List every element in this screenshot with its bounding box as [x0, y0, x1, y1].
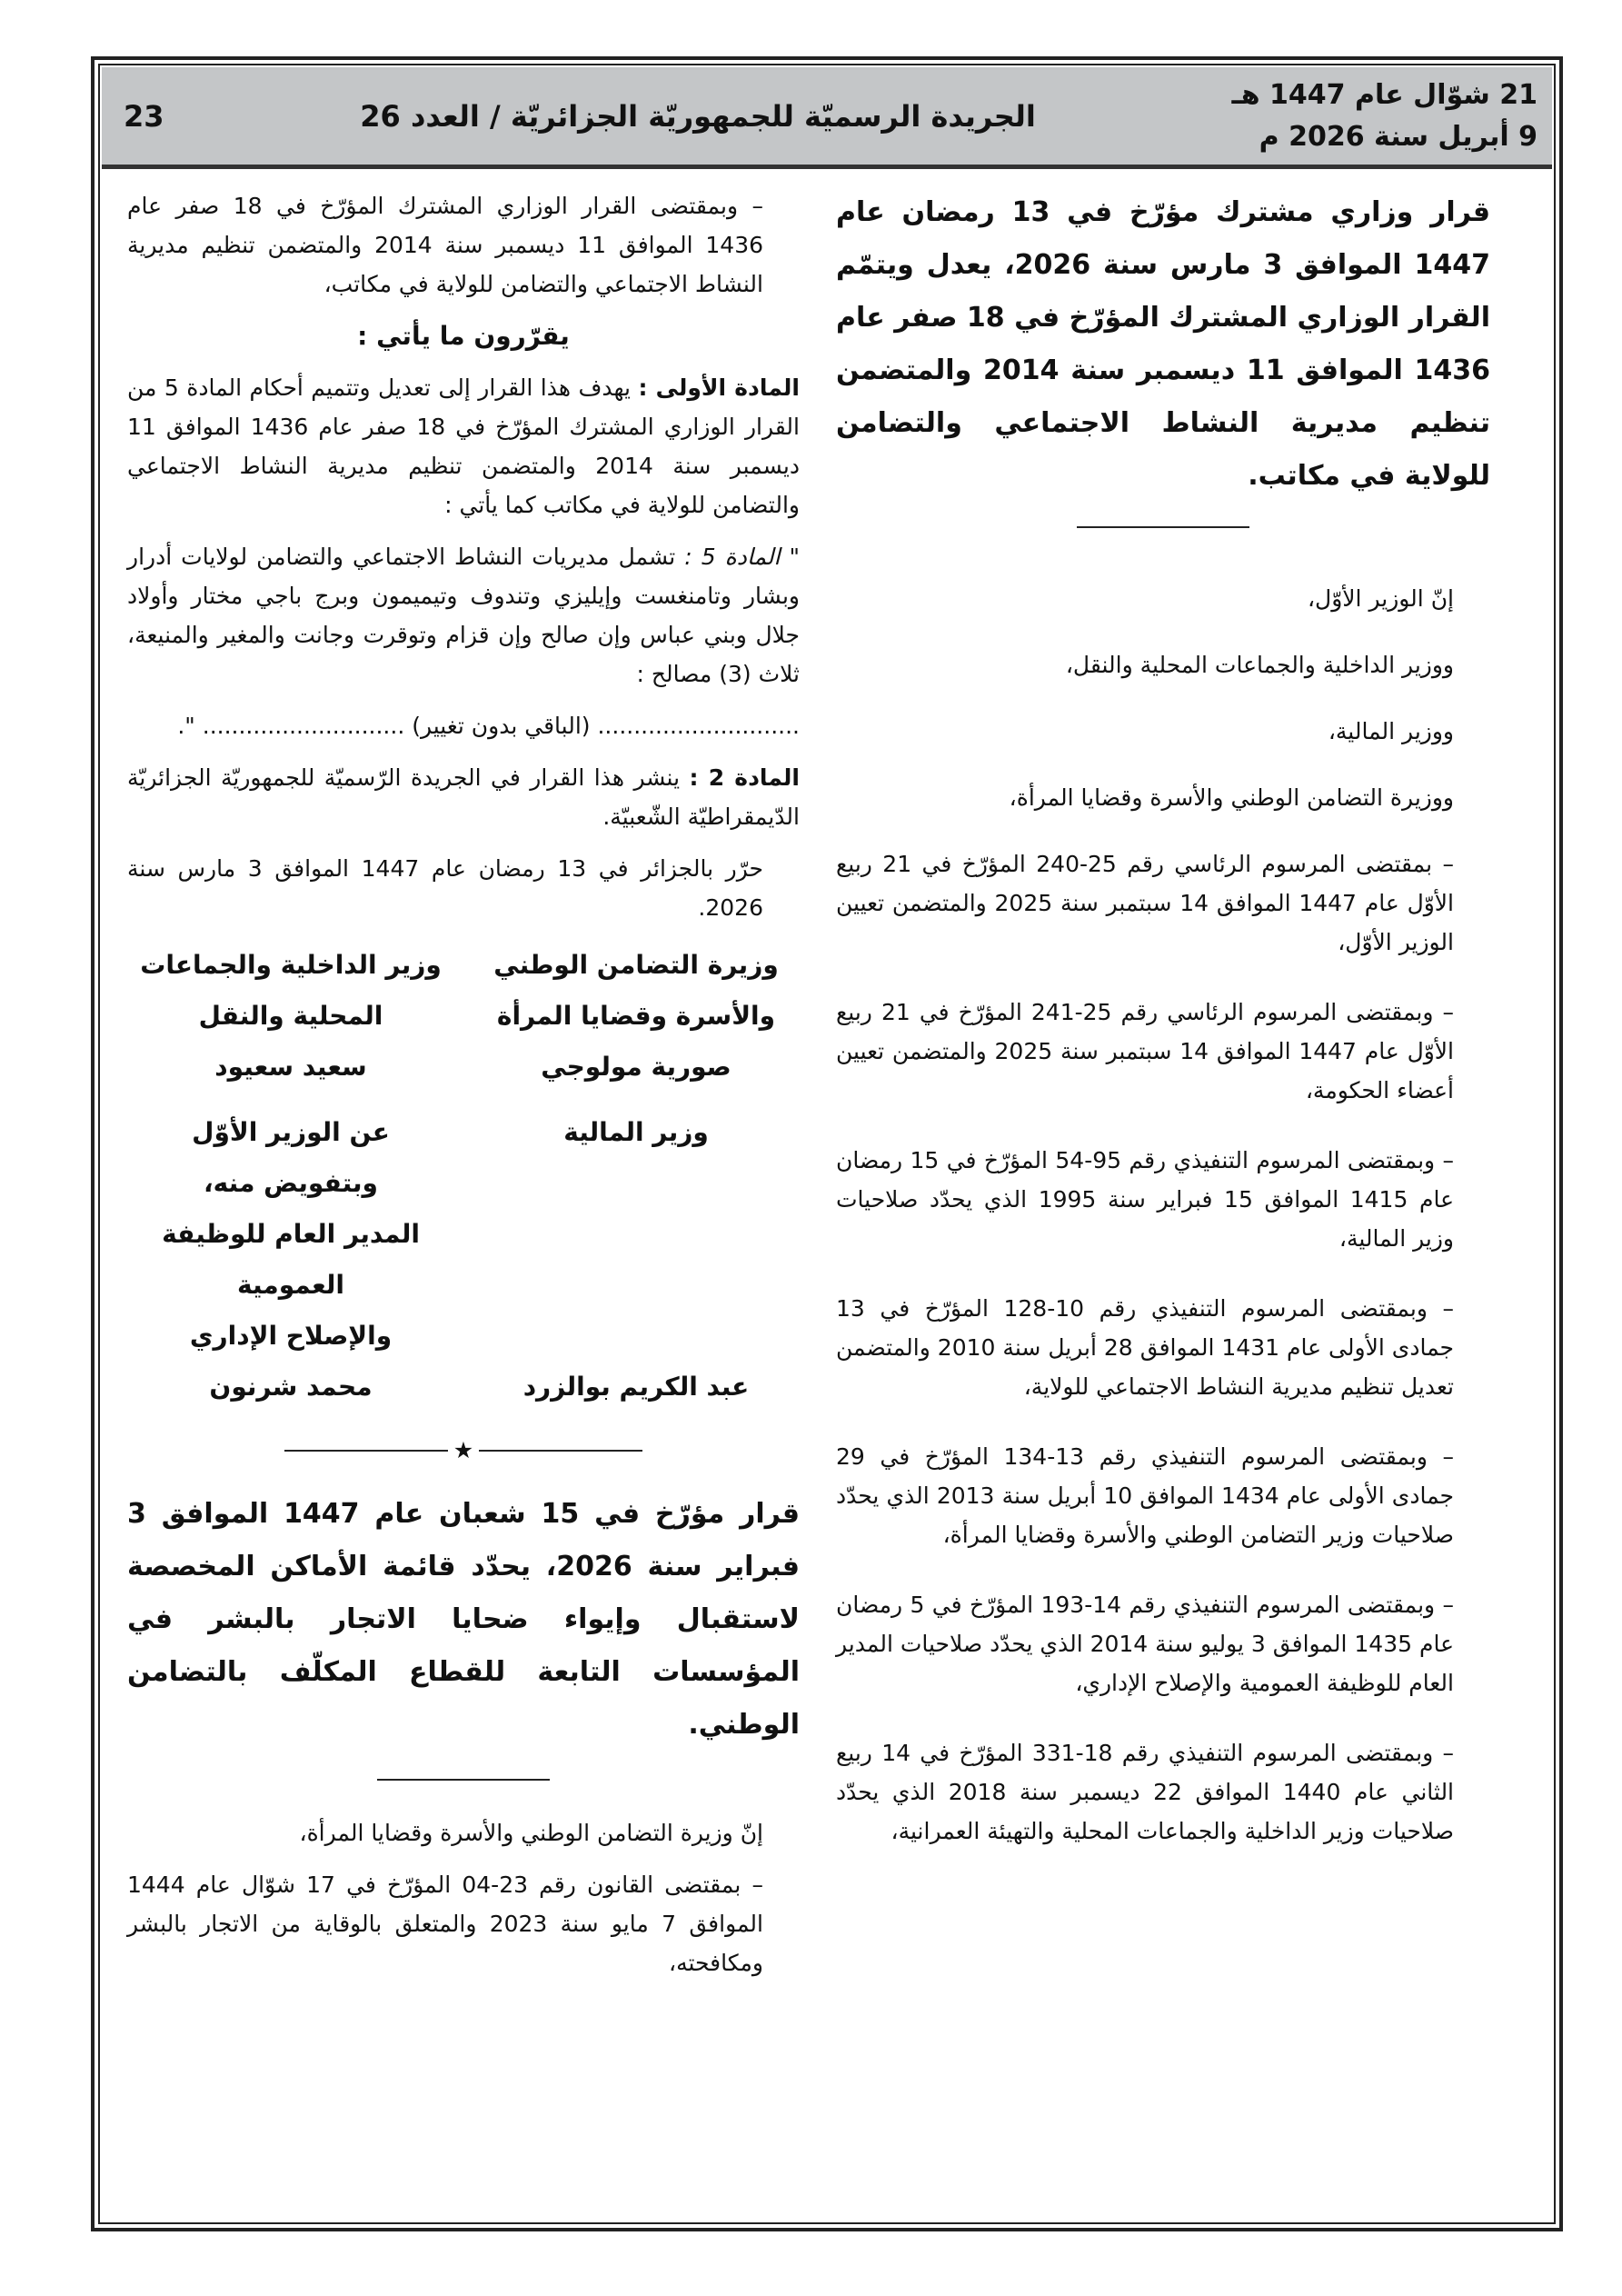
signature-line: محمد شرنون — [209, 1372, 373, 1402]
article-label: " المادة 5 : — [684, 544, 800, 570]
star-icon: ★ — [453, 1437, 474, 1463]
visa-paragraph: – وبمقتضى القرار الوزاري المشترك المؤرّخ في 18 صفر عام 1436 الموافق 11 ديسمبر سنة 2014 والمتضمن تنظيم مديرية النشاط الاجتماعي والتضامن للولاية في مكاتب، — [127, 193, 764, 297]
signature-line: وزيرة التضامن الوطني — [493, 950, 779, 980]
gazette-header — [102, 67, 1552, 169]
decree-title: قرار وزاري مشترك مؤرّخ في 13 رمضان عام 1447 الموافق 3 مارس سنة 2026، يعدل ويتمّم القرار الوزاري المشترك المؤرّخ في 18 صفر عام 1436 الموافق 11 ديسمبر سنة 2014 والمتضمن تنظيم مديرية النشاط الاجتماعي والتضامن للولاية في مكاتب. — [836, 196, 1491, 492]
signature-line — [473, 1209, 800, 1311]
left-column — [127, 186, 800, 1995]
intro-line: ووزير الداخلية والجماعات المحلية والنقل، — [1065, 652, 1454, 678]
page-number: 23 — [124, 98, 164, 134]
visa-paragraph: – بمقتضى القانون رقم 23-04 المؤرّخ في 17 شوّال عام 1444 الموافق 7 مايو سنة 2023 والمتعلق بالوقاية من الاتجار بالبشر ومكافحته، — [127, 1872, 763, 1976]
decide-heading: يقرّرون ما يأتي : — [357, 321, 570, 351]
signatures — [127, 940, 800, 1413]
decree-title: قرار مؤرّخ في 15 شعبان عام 1447 الموافق 3 فبراير سنة 2026، يحدّد قائمة الأماكن المخصصة لاستقبال وإيواء ضحايا الاتجار بالبشر في المؤسسات التابعة للقطاع المكلّف بالتضامن الوطني. — [127, 1498, 801, 1741]
signature-line: عبد الكريم بوالزرد — [522, 1372, 750, 1402]
intro-line: إنّ الوزير الأوّل، — [1307, 585, 1454, 612]
signature-line: المدير العام للوظيفة العمومية — [162, 1219, 420, 1300]
visa-paragraph: – وبمقتضى المرسوم التنفيذي رقم 10-128 المؤرّخ في 13 جمادى الأولى عام 1431 الموافق 28 أبريل سنة 2010 والمتضمن تعديل تنظيم مديرية النشاط الاجتماعي للولاية، — [836, 1295, 1454, 1400]
visa-paragraph: – بمقتضى المرسوم الرئاسي رقم 25-240 المؤرّخ في 21 ربيع الأوّل عام 1447 الموافق 14 سبتمبر سنة 2025 والمتضمن تعيين الوزير الأوّل، — [836, 851, 1455, 955]
signature-line: المحلية والنقل — [198, 1001, 383, 1031]
visa-paragraph: – وبمقتضى المرسوم الرئاسي رقم 25-241 المؤرّخ في 21 ربيع الأوّل عام 1447 الموافق 14 سبتمبر سنة 2025 والمتضمن تعيين أعضاء الحكومة، — [836, 999, 1455, 1103]
article-label: المادة 2 : — [689, 764, 801, 791]
right-column — [836, 186, 1490, 1863]
signature-line: سعيد سعيود — [214, 1052, 367, 1082]
date-gregorian: 9 أبريل سنة 2026 م — [1259, 120, 1537, 153]
signature-line: وزير الداخلية والجماعات — [140, 950, 442, 980]
visa-paragraph: – وبمقتضى المرسوم التنفيذي رقم 18-331 المؤرّخ في 14 ربيع الثاني عام 1440 الموافق 22 ديسمبر سنة 2018 الذي يحدّد صلاحيات وزير الداخلية والجماعات المحلية والتهيئة العمرانية، — [836, 1740, 1455, 1844]
unchanged-note: ............................ (الباقي بدون تغيير) ............................ ". — [177, 713, 800, 739]
date-hijri: 21 شوّال عام 1447 هـ — [1231, 78, 1537, 111]
signature-line: والإصلاح الإداري — [189, 1321, 393, 1351]
divider — [1077, 526, 1249, 528]
intro-line: إنّ وزيرة التضامن الوطني والأسرة وقضايا المرأة، — [299, 1820, 763, 1846]
intro-line: ووزيرة التضامن الوطني والأسرة وقضايا المرأة، — [1009, 784, 1454, 811]
article-text: تشمل مديريات النشاط الاجتماعي والتضامن لولايات أدرار وبشار وتامنغست وإيليزي وتندوف وتيميمون وبرج باجي مختار وأولاد جلال وبني عباس وإن صالح وإن قزام وتوقرت وجانت والمغير والمنيعة، ثلاث (3) مصالح : — [127, 544, 800, 687]
article-text: ينشر هذا القرار في الجريدة الرّسميّة للجمهوريّة الجزائريّة الدّيمقراطيّة الشّعبيّة. — [127, 764, 800, 830]
divider — [377, 1779, 550, 1781]
done-at: حرّر بالجزائر في 13 رمضان عام 1447 الموافق 3 مارس سنة 2026. — [127, 855, 764, 921]
intro-line: ووزير المالية، — [1328, 718, 1454, 744]
signature-line: صورية مولوجي — [541, 1052, 731, 1082]
article-text: يهدف هذا القرار إلى تعديل وتتميم أحكام المادة 5 من القرار الوزاري المشترك المؤرّخ في 18 صفر عام 1436 الموافق 11 ديسمبر سنة 2014 والمتضمن تنظيم مديرية النشاط الاجتماعي والتضامن للولاية في مكاتب كما يأتي : — [127, 374, 800, 518]
visa-paragraph: – وبمقتضى المرسوم التنفيذي رقم 95-54 المؤرّخ في 15 رمضان عام 1415 الموافق 15 فبراير سنة 1995 الذي يحدّد صلاحيات وزير المالية، — [836, 1147, 1454, 1252]
header-title: الجريدة الرسميّة للجمهوريّة الجزائريّة / العدد 26 — [360, 98, 1036, 134]
article-label: المادة الأولى : — [638, 374, 800, 401]
header-date — [1232, 75, 1537, 158]
signature-line — [473, 1311, 800, 1362]
signature-line: وبتفويض منه، — [204, 1168, 378, 1198]
signature-line: عن الوزير الأوّل — [192, 1117, 390, 1147]
signature-line: والأسرة وقضايا المرأة — [496, 1001, 776, 1031]
visa-paragraph: – وبمقتضى المرسوم التنفيذي رقم 14-193 المؤرّخ في 5 رمضان عام 1435 الموافق 3 يوليو سنة 2014 الذي يحدّد صلاحيات المدير العام للوظيفة العمومية والإصلاح الإداري، — [836, 1592, 1454, 1696]
signature-line — [473, 1158, 800, 1209]
star-divider — [127, 1431, 800, 1470]
signature-line: وزير المالية — [563, 1117, 709, 1147]
visa-paragraph: – وبمقتضى المرسوم التنفيذي رقم 13-134 المؤرّخ في 29 جمادى الأولى عام 1434 الموافق 10 أبريل سنة 2013 الذي يحدّد صلاحيات وزير التضامن الوطني والأسرة وقضايا المرأة، — [836, 1443, 1454, 1548]
